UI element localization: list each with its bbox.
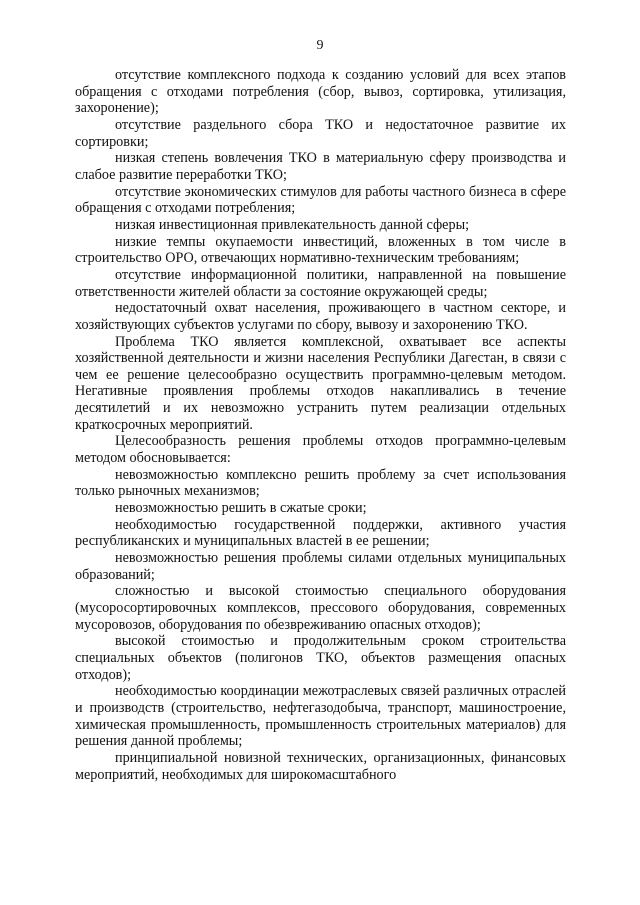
paragraph: необходимостью координации межотраслевых связей различных отраслей и производств (строительство, нефтегазодобыча, транспорт, машиностроение, химическая промышленность, промышленность строительных материалов) для решения данной проблемы; — [75, 683, 566, 750]
paragraph: невозможностью решить в сжатые сроки; — [115, 500, 367, 517]
paragraph: невозможностью комплексно решить проблему за счет использования только рыночных механизмов; — [75, 466, 566, 500]
paragraph: отсутствие экономических стимулов для работы частного бизнеса в сфере обращения с отходами потребления; — [75, 183, 566, 217]
paragraph: Проблема ТКО является комплексной, охватывает все аспекты хозяйственной деятельности и жизни населения Республики Дагестан, в связи с чем ее решение целесообразно осуществить программно-целевым методом. Негативные проявления проблемы отходов накапливались в течение десятилетий и их невозможно устранить путем реализации отдельных краткосрочных мероприятий. — [75, 333, 566, 433]
page-number: 9 — [316, 38, 324, 53]
paragraph: низкая инвестиционная привлекательность данной сферы; — [115, 216, 470, 233]
paragraph: отсутствие информационной политики, направленной на повышение ответственности жителей области за состояние окружающей среды; — [75, 266, 566, 300]
paragraph: высокой стоимостью и продолжительным сроком строительства специальных объектов (полигонов ТКО, объектов размещения опасных отходов); — [75, 633, 566, 683]
paragraph: невозможностью решения проблемы силами отдельных муниципальных образований; — [75, 550, 566, 583]
paragraph: низкие темпы окупаемости инвестиций, вложенных в том числе в строительство ОРО, отвечающих нормативно-техническим требованиям; — [75, 233, 566, 267]
paragraph: отсутствие раздельного сбора ТКО и недостаточное развитие их сортировки; — [75, 116, 566, 150]
document-body — [75, 67, 566, 783]
paragraph: принципиальной новизной технических, организационных, финансовых мероприятий, необходимых для широкомасштабного — [75, 749, 566, 783]
paragraph: сложностью и высокой стоимостью специального оборудования (мусоросортировочных комплексов, прессового оборудования, современных мусоровозов, оборудования по обезвреживанию опасных отходов); — [75, 583, 566, 633]
paragraph: низкая степень вовлечения ТКО в материальную сферу производства и слабое развитие переработки ТКО; — [75, 150, 566, 183]
paragraph: необходимостью государственной поддержки, активного участия республиканских и муниципальных властей в ее решении; — [75, 516, 566, 550]
paragraph: отсутствие комплексного подхода к созданию условий для всех этапов обращения с отходами потребления (сбор, вывоз, сортировка, утилизация, захоронение); — [75, 67, 566, 117]
paragraph: недостаточный охват населения, проживающего в частном секторе, и хозяйствующих субъектов услугами по сбору, вывозу и захоронению ТКО. — [75, 300, 566, 333]
paragraph: Целесообразность решения проблемы отходов программно-целевым методом обосновывается: — [75, 433, 566, 467]
